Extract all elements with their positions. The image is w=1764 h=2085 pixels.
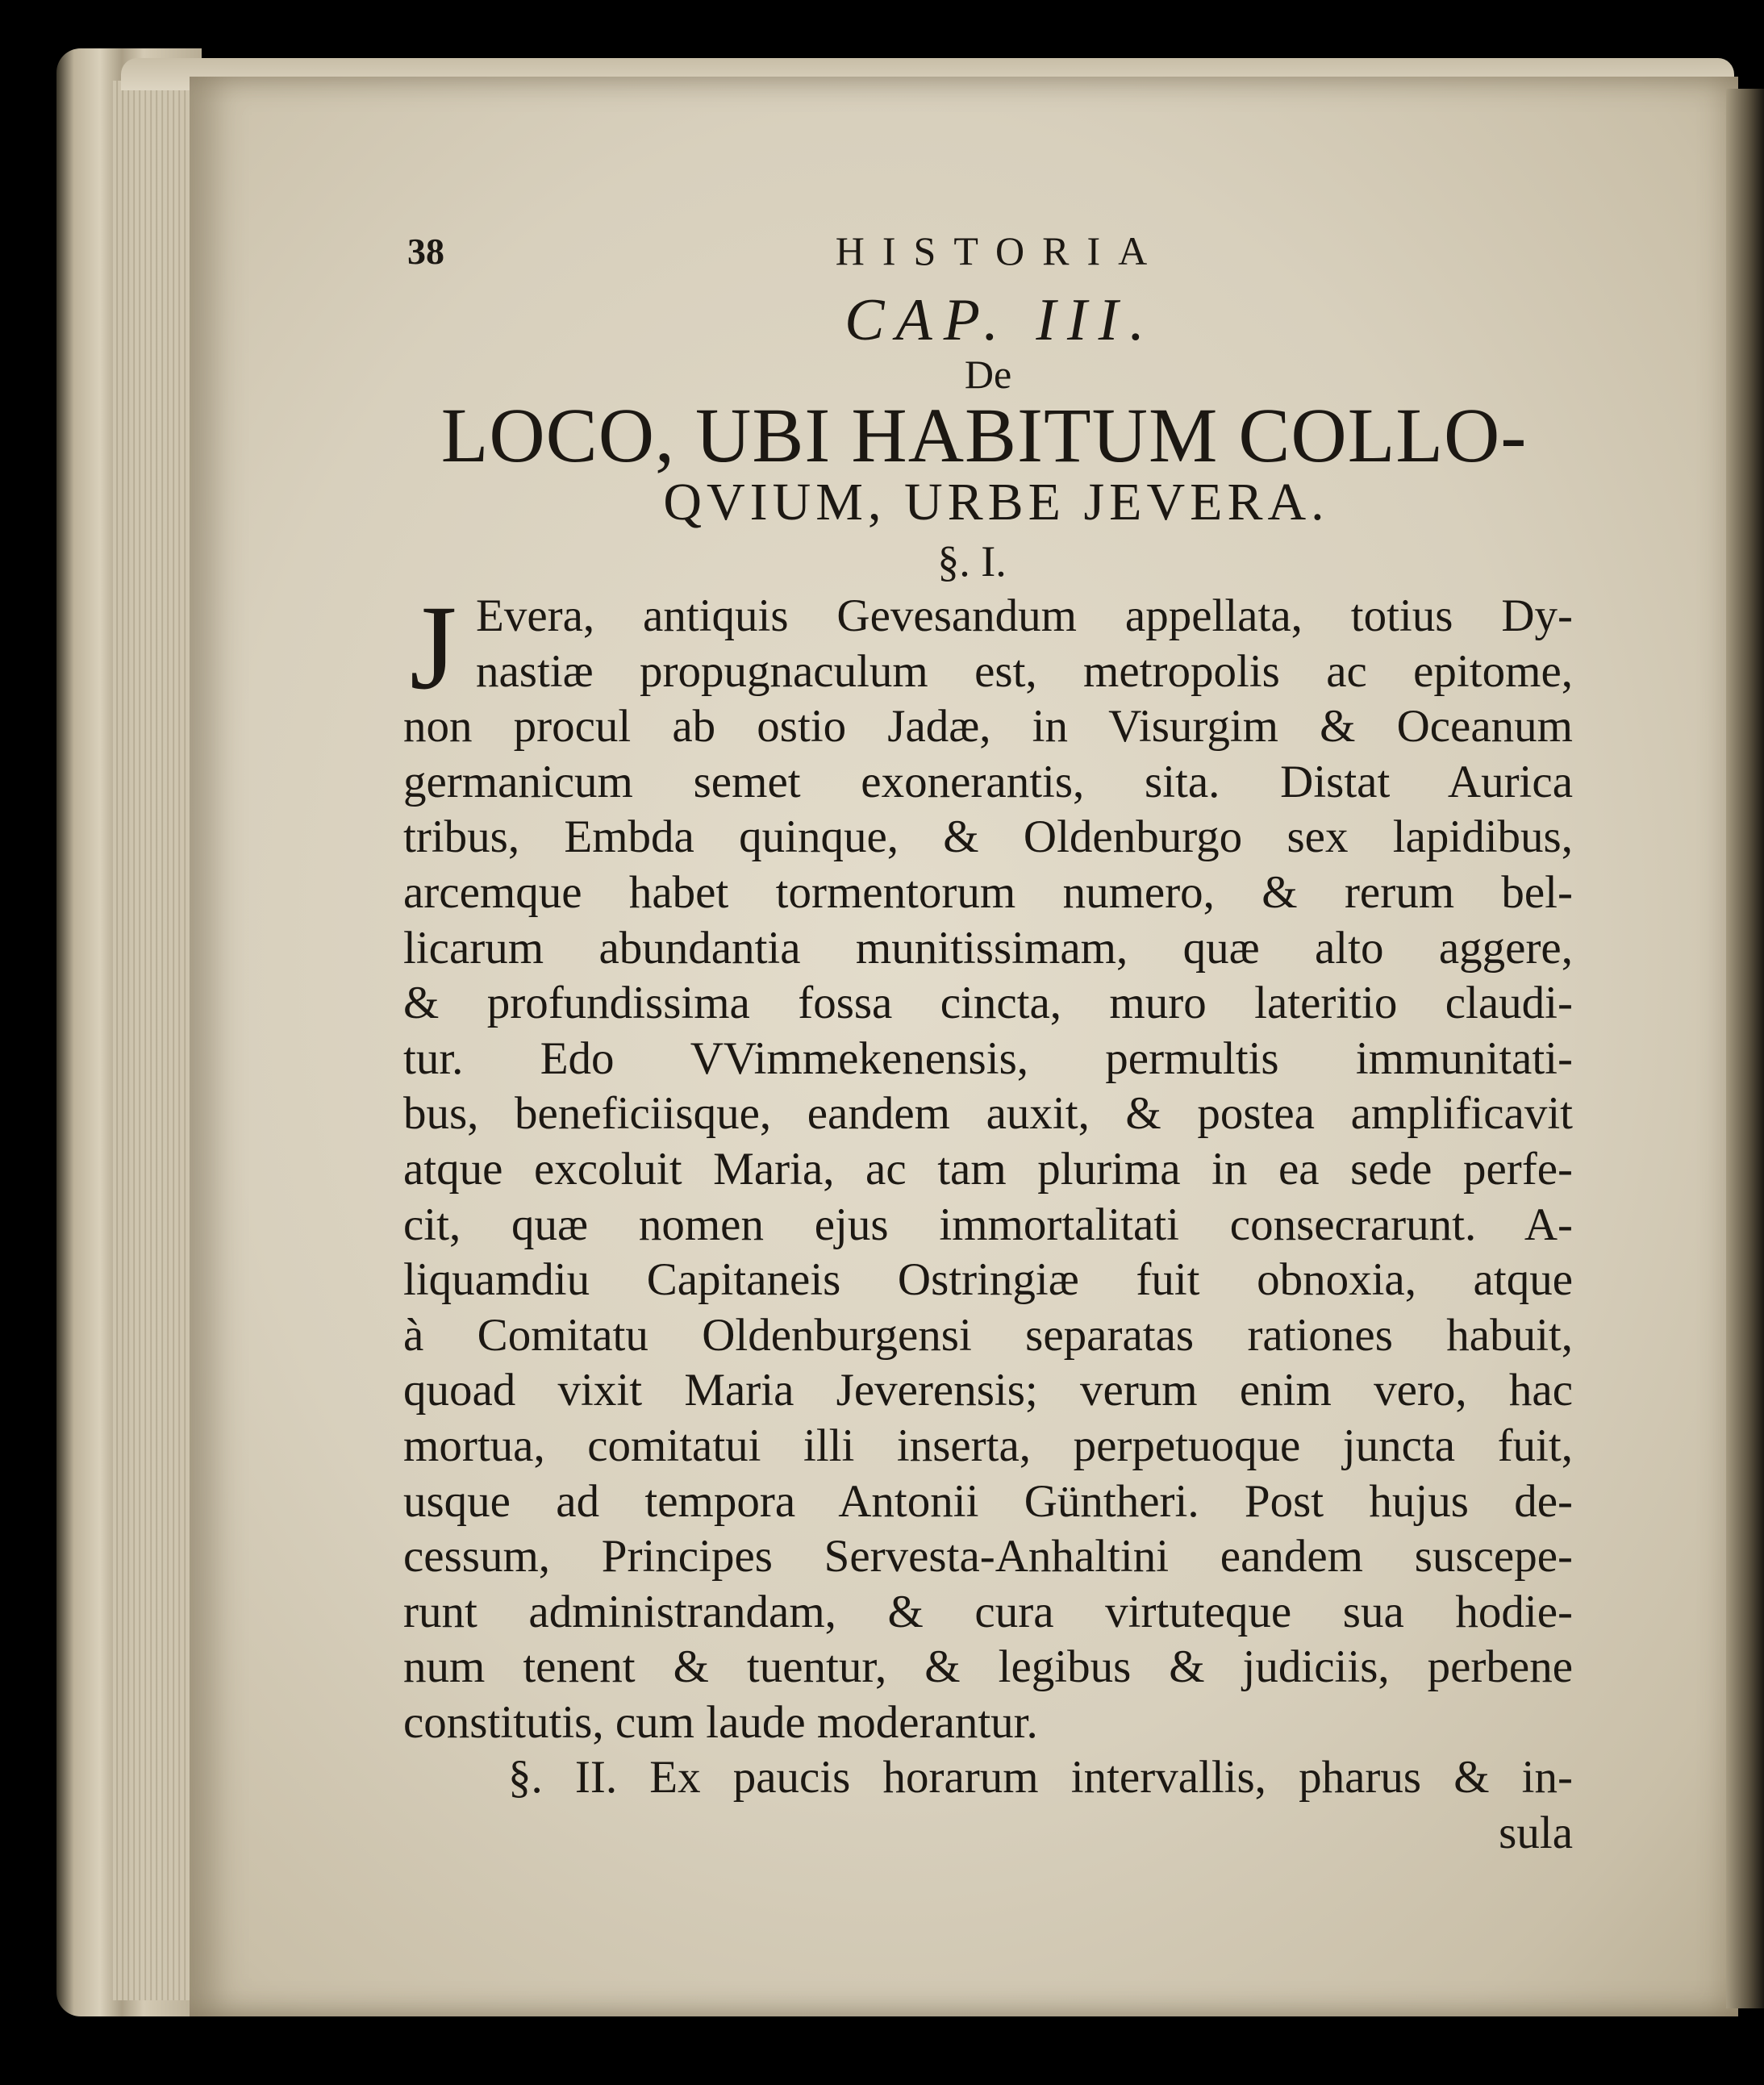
- text-line: arcemque habet tormentorum numero, & rerum bel-: [403, 866, 1573, 918]
- text-line: usque ad tempora Antonii Güntheri. Post hujus de-: [403, 1475, 1573, 1527]
- running-head: [403, 227, 1565, 274]
- page-number: 38: [407, 231, 444, 272]
- text-line: mortua, comitatui illi inserta, perpetuoque juncta fuit,: [403, 1420, 1573, 1471]
- catchword: sula: [1499, 1808, 1573, 1859]
- title-line-2-text: QVIUM, URBE JEVERA.: [663, 473, 1329, 532]
- text-line: Evera, antiquis Gevesandum appellata, totius Dy-: [476, 590, 1573, 641]
- text-line: atque excoluit Maria, ac tam plurima in ea sede perfe-: [403, 1143, 1573, 1195]
- text-line: licarum abundantia munitissimam, quæ alto aggere,: [403, 922, 1573, 974]
- chapter-title-line-1: LOCO, UBI HABITUM COLLO-: [440, 392, 1528, 478]
- body-text: [403, 581, 1573, 1862]
- text-line: non procul ab ostio Jadæ, in Visurgim & Oceanum: [403, 701, 1573, 753]
- de-text: De: [964, 352, 1012, 397]
- text-line: tribus, Embda quinque, & Oldenburgo sex lapidibus,: [403, 811, 1573, 863]
- text-line: tur. Edo VVimmekenensis, permultis immunitati-: [403, 1032, 1573, 1084]
- page-edges: [113, 81, 194, 2000]
- text-line: quoad vixit Maria Jeverensis; verum enim vero, hac: [403, 1365, 1573, 1416]
- text-line: à Comitatu Oldenburgensi separatas rationes habuit,: [403, 1309, 1573, 1361]
- text-line: germanicum semet exonerantis, sita. Distat Aurica: [403, 756, 1573, 807]
- text-line: cessum, Principes Servesta-Anhaltini eandem suscepe-: [403, 1531, 1573, 1583]
- text-line: nastiæ propugnaculum est, metropolis ac epitome,: [476, 645, 1573, 697]
- text-line: cit, quæ nomen ejus immortalitati consecrarunt. A-: [403, 1199, 1573, 1250]
- section-mark: [403, 536, 1565, 586]
- chapter-text: CAP. III.: [844, 287, 1156, 353]
- section-mark-text: §. I.: [937, 537, 1007, 586]
- drop-cap: J: [410, 581, 457, 715]
- text-line: & profundissima fossa cincta, muro lateritio claudi-: [403, 978, 1573, 1029]
- section-2-line: §. II. Ex paucis horarum intervallis, pharus & in-: [508, 1752, 1573, 1804]
- text-line: bus, beneficiisque, eandem auxit, & postea amplificavit: [403, 1088, 1573, 1140]
- chapter-heading: [403, 286, 1565, 355]
- text-line: runt administrandam, & cura virtuteque sua hodie-: [403, 1586, 1573, 1637]
- gutter-shadow: [1726, 89, 1764, 2008]
- text-line: liquamdiu Capitaneis Ostringiæ fuit obnoxia, atque: [403, 1254, 1573, 1306]
- chapter-title-line-2: [403, 472, 1565, 533]
- text-line: constitutis, cum laude moderantur.: [403, 1696, 1038, 1748]
- text-line: num tenent & tuentur, & legibus & judiciis, perbene: [403, 1641, 1573, 1693]
- running-head-text: HISTORIA: [835, 228, 1166, 273]
